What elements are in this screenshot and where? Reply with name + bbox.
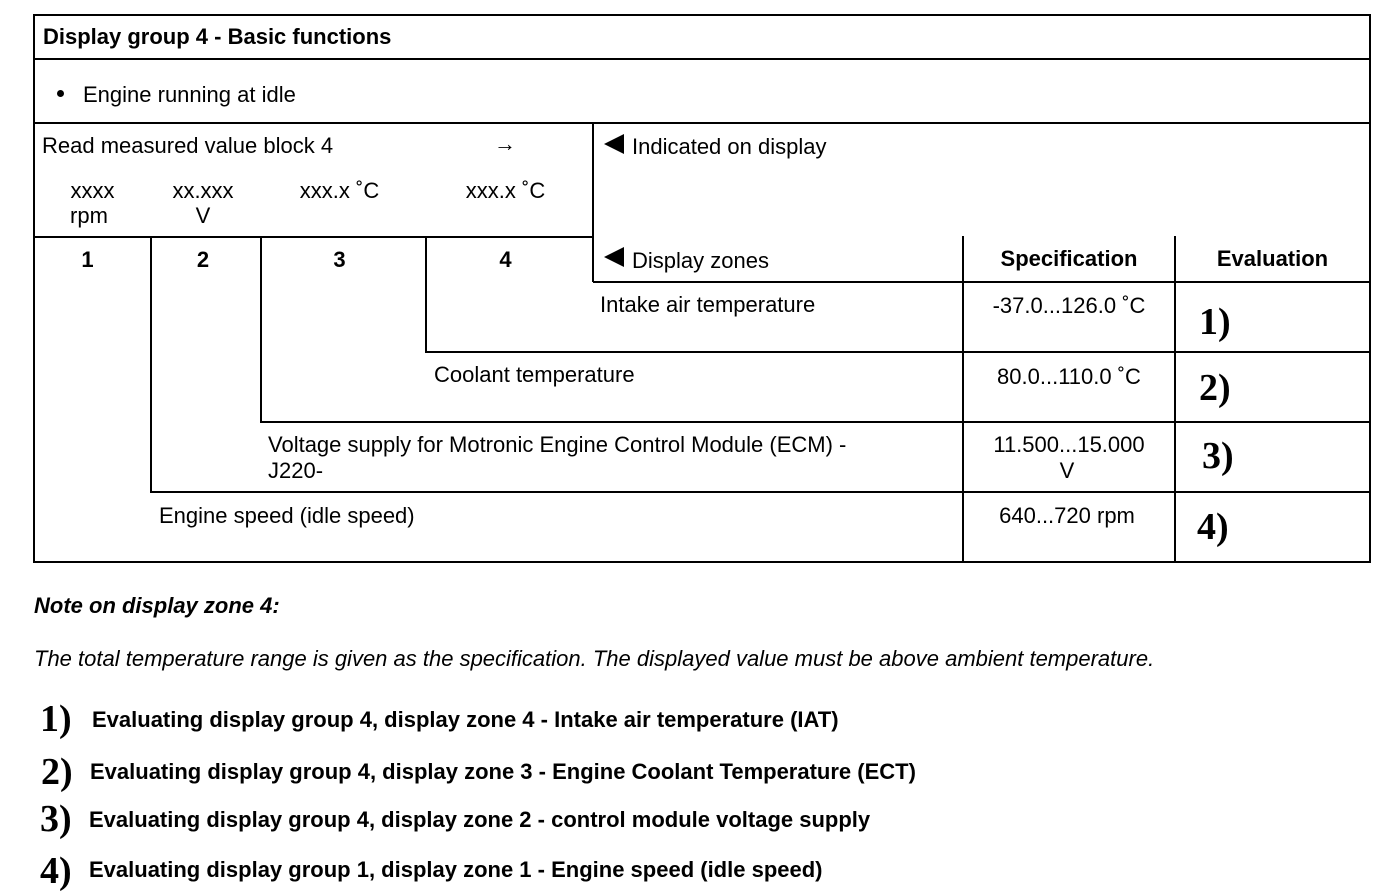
note-heading: Note on display zone 4: <box>34 593 280 618</box>
unit-zone-4: xxx.x ˚C <box>465 178 546 203</box>
eval-number: 1) <box>40 698 72 740</box>
zone-number-4: 4 <box>499 247 512 272</box>
bullet-icon <box>57 90 64 97</box>
zone-label-engine-speed: Engine speed (idle speed) <box>159 503 415 528</box>
spec-value: 640...720 rpm <box>999 503 1135 528</box>
table-title: Display group 4 - Basic functions <box>43 24 392 49</box>
display-zones-label: Display zones <box>632 248 769 273</box>
right-arrow-icon: → <box>494 131 516 156</box>
spec-value: -37.0...126.0 ˚C <box>992 293 1146 318</box>
eval-number: 2) <box>41 751 73 793</box>
unit-zone-1: xxxx <box>70 178 115 203</box>
zone-number-3: 3 <box>333 247 346 272</box>
specification-header: Specification <box>1000 246 1138 271</box>
eval-ref: 1) <box>1199 301 1231 343</box>
read-block-label: Read measured value block 4 <box>42 133 334 158</box>
eval-ref: 3) <box>1202 435 1234 477</box>
zone-label-intake-air: Intake air temperature <box>600 292 816 317</box>
zone-label-voltage: Voltage supply for Motronic Engine Control Module (ECM) - <box>268 432 847 457</box>
eval-number: 4) <box>40 850 72 892</box>
zone-label-coolant: Coolant temperature <box>434 362 635 387</box>
note-text: The total temperature range is given as the specification. The displayed value must be above ambient temperature. <box>34 646 1155 671</box>
eval-ref: 2) <box>1199 367 1231 409</box>
condition-text: Engine running at idle <box>83 82 296 107</box>
zone-number-2: 2 <box>196 247 210 272</box>
triangle-left-icon <box>604 247 624 267</box>
eval-number: 3) <box>40 798 72 840</box>
spec-value-line2: V <box>1059 458 1075 483</box>
eval-link-text[interactable]: Evaluating display group 4, display zone 4 - Intake air temperature (IAT) <box>92 707 839 732</box>
eval-link-text[interactable]: Evaluating display group 4, display zone 3 - Engine Coolant Temperature (ECT) <box>90 759 916 784</box>
eval-link-text[interactable]: Evaluating display group 1, display zone 1 - Engine speed (idle speed) <box>89 857 823 882</box>
evaluation-header: Evaluation <box>1216 246 1329 271</box>
spec-value: 80.0...110.0 ˚C <box>997 364 1141 389</box>
unit-zone-3: xxx.x ˚C <box>299 178 380 203</box>
eval-link-text[interactable]: Evaluating display group 4, display zone 2 - control module voltage supply <box>89 807 871 832</box>
unit-zone-1-line2: rpm <box>70 203 108 228</box>
spec-value: 11.500...15.000 <box>993 432 1145 457</box>
unit-zone-2-line2: V <box>195 203 211 228</box>
zone-number-1: 1 <box>81 247 94 272</box>
zone-label-voltage-line2: J220- <box>268 458 324 483</box>
triangle-left-icon <box>604 134 624 154</box>
indicated-label: Indicated on display <box>632 134 827 159</box>
unit-zone-2: xx.xxx <box>172 178 234 203</box>
eval-ref: 4) <box>1197 506 1229 548</box>
